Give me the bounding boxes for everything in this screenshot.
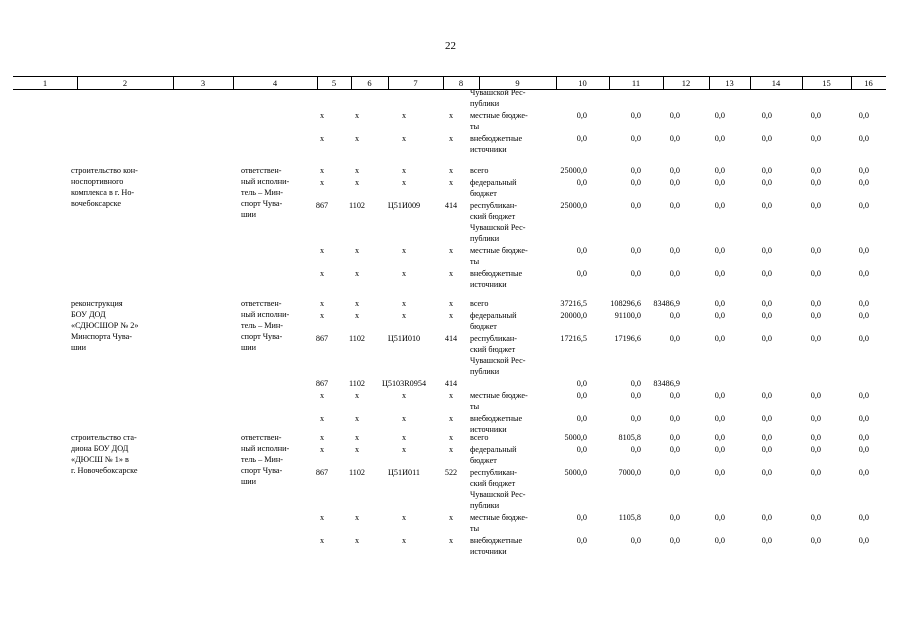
target-item-code: Ц51И011 (388, 468, 420, 477)
expense-type-code: x (448, 445, 454, 454)
expense-type-code: x (448, 414, 454, 423)
amount-cell: 0,0 (810, 513, 821, 522)
amount-cell: 0,0 (761, 246, 772, 255)
amount-cell: 0,0 (761, 311, 772, 320)
amount-cell: 17216,5 (560, 334, 587, 343)
amount-cell: 0,0 (858, 536, 869, 545)
funding-source-line: публики (470, 234, 500, 243)
column-header: 13 (725, 78, 734, 88)
amount-cell: 91100,0 (614, 311, 641, 320)
amount-cell: 17196,6 (614, 334, 641, 343)
amount-cell: 0,0 (810, 433, 821, 442)
amount-cell: 0,0 (858, 299, 869, 308)
expense-type-code: x (448, 111, 454, 120)
responsible-executor-line: ный исполни- (241, 444, 290, 453)
activity-name-line: вочебоксарске (71, 199, 121, 208)
amount-cell: 0,0 (761, 391, 772, 400)
grbs-code: x (319, 536, 325, 545)
amount-cell: 0,0 (669, 269, 680, 278)
target-item-code: x (401, 246, 407, 255)
responsible-executor-line: спорт Чува- (241, 199, 283, 208)
amount-cell: 0,0 (761, 269, 772, 278)
funding-source-line: Чувашской Рес- (470, 88, 526, 97)
responsible-executor-line: ответствен- (241, 299, 282, 308)
target-item-code: Ц51И010 (387, 334, 421, 343)
target-item-code: Ц51И009 (387, 201, 421, 210)
column-header: 2 (122, 78, 128, 88)
amount-cell: 0,0 (761, 445, 772, 454)
amount-cell: 0,0 (810, 246, 821, 255)
amount-cell: 0,0 (714, 445, 725, 454)
amount-cell: 0,0 (858, 166, 869, 175)
grbs-code: x (319, 445, 325, 454)
section-code: x (354, 433, 360, 442)
target-item-code: x (401, 414, 407, 423)
amount-cell: 0,0 (630, 201, 641, 210)
page-number: 22 (445, 40, 456, 52)
expense-type-code: x (448, 513, 454, 522)
amount-cell: 0,0 (669, 445, 680, 454)
amount-cell: 83486,9 (653, 299, 680, 308)
amount-cell: 0,0 (810, 111, 821, 120)
target-item-code: x (401, 178, 407, 187)
funding-source-line: источники (470, 145, 507, 154)
activity-name-line: г. Новочебоксарске (71, 466, 138, 475)
responsible-executor-line: ответствен- (241, 433, 282, 442)
amount-cell: 0,0 (761, 334, 772, 343)
section-code: x (354, 414, 360, 423)
activity-name-line: БОУ ДОД (71, 310, 106, 319)
funding-source-line: всего (470, 299, 489, 308)
column-header: 1 (42, 78, 48, 88)
funding-source-line: источники (470, 280, 507, 289)
funding-source-line: публики (470, 99, 500, 108)
activity-name-line: Минспорта Чува- (71, 332, 133, 341)
amount-cell: 0,0 (858, 513, 869, 522)
expense-type-code: x (448, 433, 454, 442)
target-item-code: x (401, 513, 407, 522)
amount-cell: 0,0 (576, 111, 587, 120)
amount-cell: 0,0 (810, 334, 821, 343)
funding-source-line: ты (470, 402, 480, 411)
section-code: 1102 (348, 201, 366, 210)
amount-cell: 0,0 (669, 178, 680, 187)
amount-cell: 0,0 (810, 536, 821, 545)
amount-cell: 0,0 (858, 269, 869, 278)
amount-cell: 7000,0 (618, 468, 641, 477)
amount-cell: 0,0 (761, 468, 772, 477)
funding-source-line: местные бюдже- (470, 246, 528, 255)
amount-cell: 83486,9 (653, 379, 680, 388)
amount-cell: 0,0 (858, 111, 869, 120)
funding-source-line: Чувашской Рес- (470, 490, 526, 499)
responsible-executor-line: шии (241, 343, 257, 352)
expense-type-code: x (448, 246, 454, 255)
section-code: x (354, 513, 360, 522)
amount-cell: 108296,6 (610, 299, 641, 308)
grbs-code: x (319, 166, 325, 175)
funding-source-line: внебюджетные (470, 134, 523, 143)
amount-cell: 0,0 (630, 536, 641, 545)
amount-cell: 0,0 (669, 201, 680, 210)
activity-name-line: «ДЮСШ № 1» в (71, 455, 129, 464)
funding-source-line: внебюджетные (470, 536, 523, 545)
amount-cell: 0,0 (858, 433, 869, 442)
amount-cell: 0,0 (714, 134, 725, 143)
amount-cell: 0,0 (669, 311, 680, 320)
section-code: x (354, 391, 360, 400)
grbs-code: 867 (315, 201, 329, 210)
section-code: x (354, 269, 360, 278)
amount-cell: 5000,0 (564, 433, 587, 442)
amount-cell: 20000,0 (560, 311, 587, 320)
section-code: x (354, 311, 360, 320)
funding-source-line: Чувашской Рес- (470, 223, 526, 232)
amount-cell: 0,0 (810, 178, 821, 187)
amount-cell: 0,0 (761, 134, 772, 143)
section-code: x (354, 246, 360, 255)
target-item-code: x (401, 311, 407, 320)
amount-cell: 0,0 (858, 391, 869, 400)
activity-name-line: реконструкция (71, 299, 123, 308)
amount-cell: 0,0 (810, 269, 821, 278)
target-item-code: x (401, 166, 407, 175)
amount-cell: 0,0 (714, 334, 725, 343)
amount-cell: 0,0 (714, 201, 725, 210)
section-code: x (354, 299, 360, 308)
target-item-code: x (401, 111, 407, 120)
amount-cell: 0,0 (630, 111, 641, 120)
amount-cell: 0,0 (714, 311, 725, 320)
responsible-executor-line: тель – Мин- (241, 455, 283, 464)
funding-source-line: источники (470, 547, 507, 556)
column-header-row (13, 76, 886, 90)
column-header: 3 (200, 78, 206, 88)
amount-cell: 8105,8 (618, 433, 641, 442)
amount-cell: 0,0 (858, 468, 869, 477)
amount-cell: 0,0 (630, 379, 641, 388)
amount-cell: 0,0 (810, 134, 821, 143)
amount-cell: 0,0 (810, 445, 821, 454)
amount-cell: 0,0 (576, 536, 587, 545)
funding-source-line: местные бюдже- (470, 391, 528, 400)
amount-cell: 0,0 (761, 414, 772, 423)
grbs-code: x (319, 513, 325, 522)
target-item-code: x (401, 134, 407, 143)
amount-cell: 0,0 (810, 201, 821, 210)
responsible-executor-line: тель – Мин- (241, 321, 283, 330)
section-code: x (354, 134, 360, 143)
responsible-executor-line: шии (241, 210, 257, 219)
amount-cell: 0,0 (576, 178, 587, 187)
activity-name-line: «СДЮСШОР № 2» (71, 321, 139, 330)
column-header: 9 (515, 78, 520, 88)
amount-cell: 0,0 (576, 269, 587, 278)
section-code: 1102 (348, 334, 366, 343)
funding-source-line: бюджет (470, 456, 497, 465)
amount-cell: 0,0 (576, 246, 587, 255)
expense-type-code: x (448, 299, 454, 308)
amount-cell: 0,0 (761, 111, 772, 120)
funding-source-line: бюджет (470, 189, 497, 198)
amount-cell: 0,0 (810, 311, 821, 320)
amount-cell: 0,0 (714, 433, 725, 442)
activity-name-line: носпортивного (71, 177, 124, 186)
funding-source-line: всего (470, 166, 489, 175)
amount-cell: 0,0 (858, 246, 869, 255)
amount-cell: 0,0 (576, 379, 587, 388)
amount-cell: 0,0 (714, 269, 725, 278)
expense-type-code: x (448, 536, 454, 545)
expense-type-code: 414 (444, 201, 458, 210)
amount-cell: 0,0 (714, 468, 725, 477)
responsible-executor-line: спорт Чува- (241, 332, 283, 341)
amount-cell: 0,0 (714, 414, 725, 423)
amount-cell: 0,0 (576, 134, 587, 143)
expense-type-code: x (448, 134, 454, 143)
amount-cell: 0,0 (761, 166, 772, 175)
amount-cell: 0,0 (576, 414, 587, 423)
funding-source-line: местные бюдже- (470, 111, 528, 120)
section-code: x (354, 178, 360, 187)
amount-cell: 0,0 (576, 391, 587, 400)
grbs-code: x (319, 391, 325, 400)
amount-cell: 0,0 (810, 468, 821, 477)
section-code: x (354, 536, 360, 545)
amount-cell: 0,0 (858, 178, 869, 187)
column-header: 5 (331, 78, 337, 88)
funding-source-line: внебюджетные (470, 414, 523, 423)
grbs-code: x (319, 111, 325, 120)
amount-cell: 25000,0 (560, 166, 587, 175)
grbs-code: x (319, 433, 325, 442)
funding-source-line: федеральный (470, 445, 517, 454)
amount-cell: 5000,0 (564, 468, 587, 477)
responsible-executor-line: ный исполни- (241, 310, 290, 319)
amount-cell: 0,0 (810, 391, 821, 400)
amount-cell: 0,0 (858, 445, 869, 454)
amount-cell: 0,0 (810, 166, 821, 175)
amount-cell: 0,0 (714, 178, 725, 187)
target-item-code: x (401, 536, 407, 545)
responsible-executor-line: спорт Чува- (241, 466, 283, 475)
funding-source-line: всего (470, 433, 489, 442)
target-item-code: x (401, 299, 407, 308)
activity-name-line: шии (71, 343, 87, 352)
funding-source-line: ты (470, 122, 480, 131)
amount-cell: 0,0 (761, 178, 772, 187)
funding-source-line: республикан- (470, 468, 517, 477)
funding-source-line: публики (470, 501, 500, 510)
grbs-code: x (319, 246, 325, 255)
activity-name-line: строительство кон- (71, 166, 138, 175)
grbs-code: x (319, 178, 325, 187)
funding-source-line: Чувашской Рес- (470, 356, 526, 365)
expense-type-code: x (448, 166, 454, 175)
funding-source-line: федеральный (470, 311, 517, 320)
expense-type-code: 522 (444, 468, 458, 477)
column-header: 10 (578, 78, 587, 88)
funding-source-line: публики (470, 367, 500, 376)
funding-source-line: бюджет (470, 322, 497, 331)
amount-cell: 0,0 (858, 334, 869, 343)
amount-cell: 0,0 (669, 334, 680, 343)
amount-cell: 0,0 (761, 513, 772, 522)
section-code: x (354, 111, 360, 120)
amount-cell: 0,0 (576, 445, 587, 454)
responsible-executor-line: ный исполни- (241, 177, 290, 186)
section-code: x (354, 445, 360, 454)
responsible-executor-line: шии (241, 477, 257, 486)
column-header: 16 (864, 78, 873, 88)
target-item-code: x (401, 433, 407, 442)
grbs-code: x (319, 311, 325, 320)
expense-type-code: 414 (444, 334, 458, 343)
target-item-code: x (401, 445, 407, 454)
amount-cell: 0,0 (669, 134, 680, 143)
responsible-executor-line: тель – Мин- (241, 188, 283, 197)
amount-cell: 0,0 (858, 134, 869, 143)
section-code: x (354, 166, 360, 175)
grbs-code: 867 (315, 468, 329, 477)
amount-cell: 0,0 (630, 178, 641, 187)
activity-name-line: диона БОУ ДОД (71, 444, 129, 453)
amount-cell: 0,0 (630, 166, 641, 175)
column-header: 11 (631, 78, 641, 88)
section-code: 1102 (348, 468, 366, 477)
grbs-code: x (319, 269, 325, 278)
target-item-code: x (401, 269, 407, 278)
amount-cell: 0,0 (761, 433, 772, 442)
amount-cell: 0,0 (858, 311, 869, 320)
amount-cell: 0,0 (858, 414, 869, 423)
amount-cell: 0,0 (761, 299, 772, 308)
amount-cell: 0,0 (630, 246, 641, 255)
amount-cell: 0,0 (669, 513, 680, 522)
funding-source-line: источники (470, 425, 507, 434)
grbs-code: 867 (315, 379, 329, 388)
amount-cell: 0,0 (714, 111, 725, 120)
amount-cell: 0,0 (630, 134, 641, 143)
column-header: 15 (822, 78, 831, 88)
amount-cell: 0,0 (669, 111, 680, 120)
funding-source-line: ский бюджет (470, 479, 516, 488)
funding-source-line: внебюджетные (470, 269, 523, 278)
column-header: 14 (771, 78, 781, 88)
funding-source-line: федеральный (470, 178, 517, 187)
amount-cell: 0,0 (630, 391, 641, 400)
column-header: 6 (367, 78, 372, 88)
grbs-code: x (319, 134, 325, 143)
funding-source-line: республикан- (470, 201, 517, 210)
amount-cell: 0,0 (669, 468, 680, 477)
activity-name-line: строительство ста- (71, 433, 137, 442)
column-header: 12 (681, 78, 691, 88)
amount-cell: 0,0 (714, 391, 725, 400)
amount-cell: 0,0 (669, 536, 680, 545)
grbs-code: x (319, 299, 325, 308)
grbs-code: 867 (315, 334, 329, 343)
funding-source-line: ты (470, 257, 480, 266)
amount-cell: 0,0 (761, 201, 772, 210)
amount-cell: 0,0 (810, 299, 821, 308)
funding-source-line: ский бюджет (470, 212, 516, 221)
funding-source-line: республикан- (470, 334, 517, 343)
activity-name-line: комплекса в г. Но- (71, 188, 135, 197)
amount-cell: 0,0 (810, 414, 821, 423)
amount-cell: 1105,8 (618, 513, 641, 522)
amount-cell: 0,0 (630, 445, 641, 454)
amount-cell: 25000,0 (560, 201, 587, 210)
column-header: 8 (458, 78, 464, 88)
funding-source-line: ский бюджет (470, 345, 516, 354)
responsible-executor-line: ответствен- (241, 166, 282, 175)
column-header: 4 (272, 78, 278, 88)
amount-cell: 0,0 (714, 166, 725, 175)
target-item-code: Ц5103R0954 (381, 379, 427, 388)
expense-type-code: x (448, 269, 454, 278)
column-header: 7 (413, 78, 418, 88)
amount-cell: 0,0 (714, 246, 725, 255)
amount-cell: 0,0 (630, 269, 641, 278)
grbs-code: x (319, 414, 325, 423)
expense-type-code: 414 (444, 379, 458, 388)
amount-cell: 0,0 (858, 201, 869, 210)
amount-cell: 0,0 (669, 246, 680, 255)
amount-cell: 37216,5 (560, 299, 587, 308)
amount-cell: 0,0 (669, 391, 680, 400)
target-item-code: x (401, 391, 407, 400)
amount-cell: 0,0 (669, 433, 680, 442)
amount-cell: 0,0 (669, 166, 680, 175)
amount-cell: 0,0 (576, 513, 587, 522)
amount-cell: 0,0 (714, 536, 725, 545)
funding-source-line: ты (470, 524, 480, 533)
funding-source-line: местные бюдже- (470, 513, 528, 522)
amount-cell: 0,0 (630, 414, 641, 423)
section-code: 1102 (348, 379, 366, 388)
expense-type-code: x (448, 391, 454, 400)
expense-type-code: x (448, 178, 454, 187)
amount-cell: 0,0 (761, 536, 772, 545)
amount-cell: 0,0 (669, 414, 680, 423)
amount-cell: 0,0 (714, 513, 725, 522)
expense-type-code: x (448, 311, 454, 320)
amount-cell: 0,0 (714, 299, 725, 308)
